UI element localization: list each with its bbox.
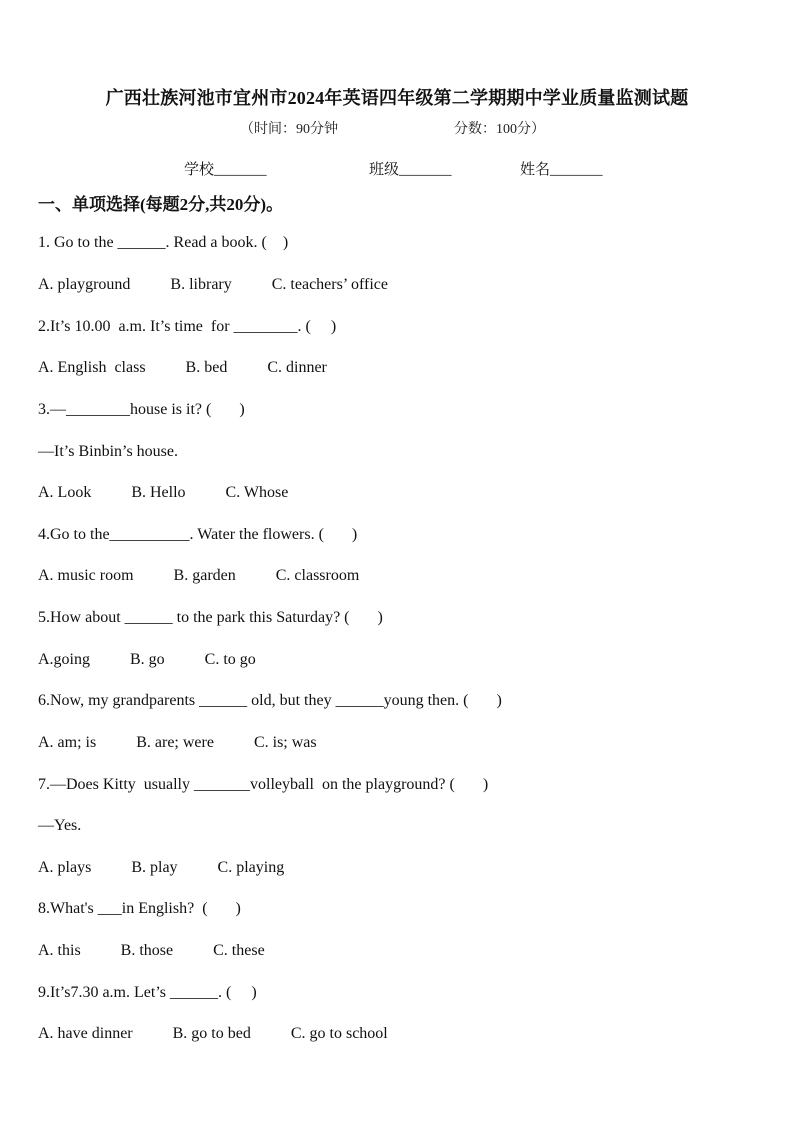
question-6-options: A. am; is B. are; were C. is; was [38,734,317,751]
school-field: 学校_______ [184,162,267,178]
class-field: 班级_______ [369,162,452,178]
question-2: 2.It’s 10.00 a.m. It’s time for ________. ( ) [38,318,337,335]
question-2-options: A. English class B. bed C. dinner [38,359,327,376]
question-7-options: A. plays B. play C. playing [38,859,285,876]
exam-score: 分数：100分） [454,122,545,137]
question-3-answer: —It’s Binbin’s house. [38,443,179,460]
section-heading: 一、单项选择(每题2分,共20分)。 [38,195,284,214]
question-7: 7.—Does Kitty usually _______volleyball on the playground? ( ) [38,776,489,793]
question-9: 9.It’s7.30 a.m. Let’s ______. ( ) [38,984,257,1001]
question-3: 3.—________house is it? ( ) [38,401,245,418]
question-5-options: A.going B. go C. to go [38,651,256,668]
question-1: 1. Go to the ______. Read a book. ( ) [38,234,289,251]
question-9-options: A. have dinner B. go to bed C. go to school [38,1025,388,1042]
question-8: 8.What's ___in English? ( ) [38,900,241,917]
question-4-options: A. music room B. garden C. classroom [38,567,360,584]
question-8-options: A. this B. those C. these [38,942,265,959]
question-7-answer: —Yes. [38,817,82,834]
question-5: 5.How about ______ to the park this Saturday? ( ) [38,609,383,626]
name-field: 姓名_______ [520,162,603,178]
question-1-options: A. playground B. library C. teachers’ office [38,276,388,293]
exam-time: （时间：90分钟 [240,122,338,137]
question-4: 4.Go to the__________. Water the flowers. ( ) [38,526,358,543]
page-title: 广西壮族河池市宜州市2024年英语四年级第二学期期中学业质量监测试题 [105,88,689,108]
question-3-options: A. Look B. Hello C. Whose [38,484,289,501]
question-6: 6.Now, my grandparents ______ old, but they ______young then. ( ) [38,692,502,709]
